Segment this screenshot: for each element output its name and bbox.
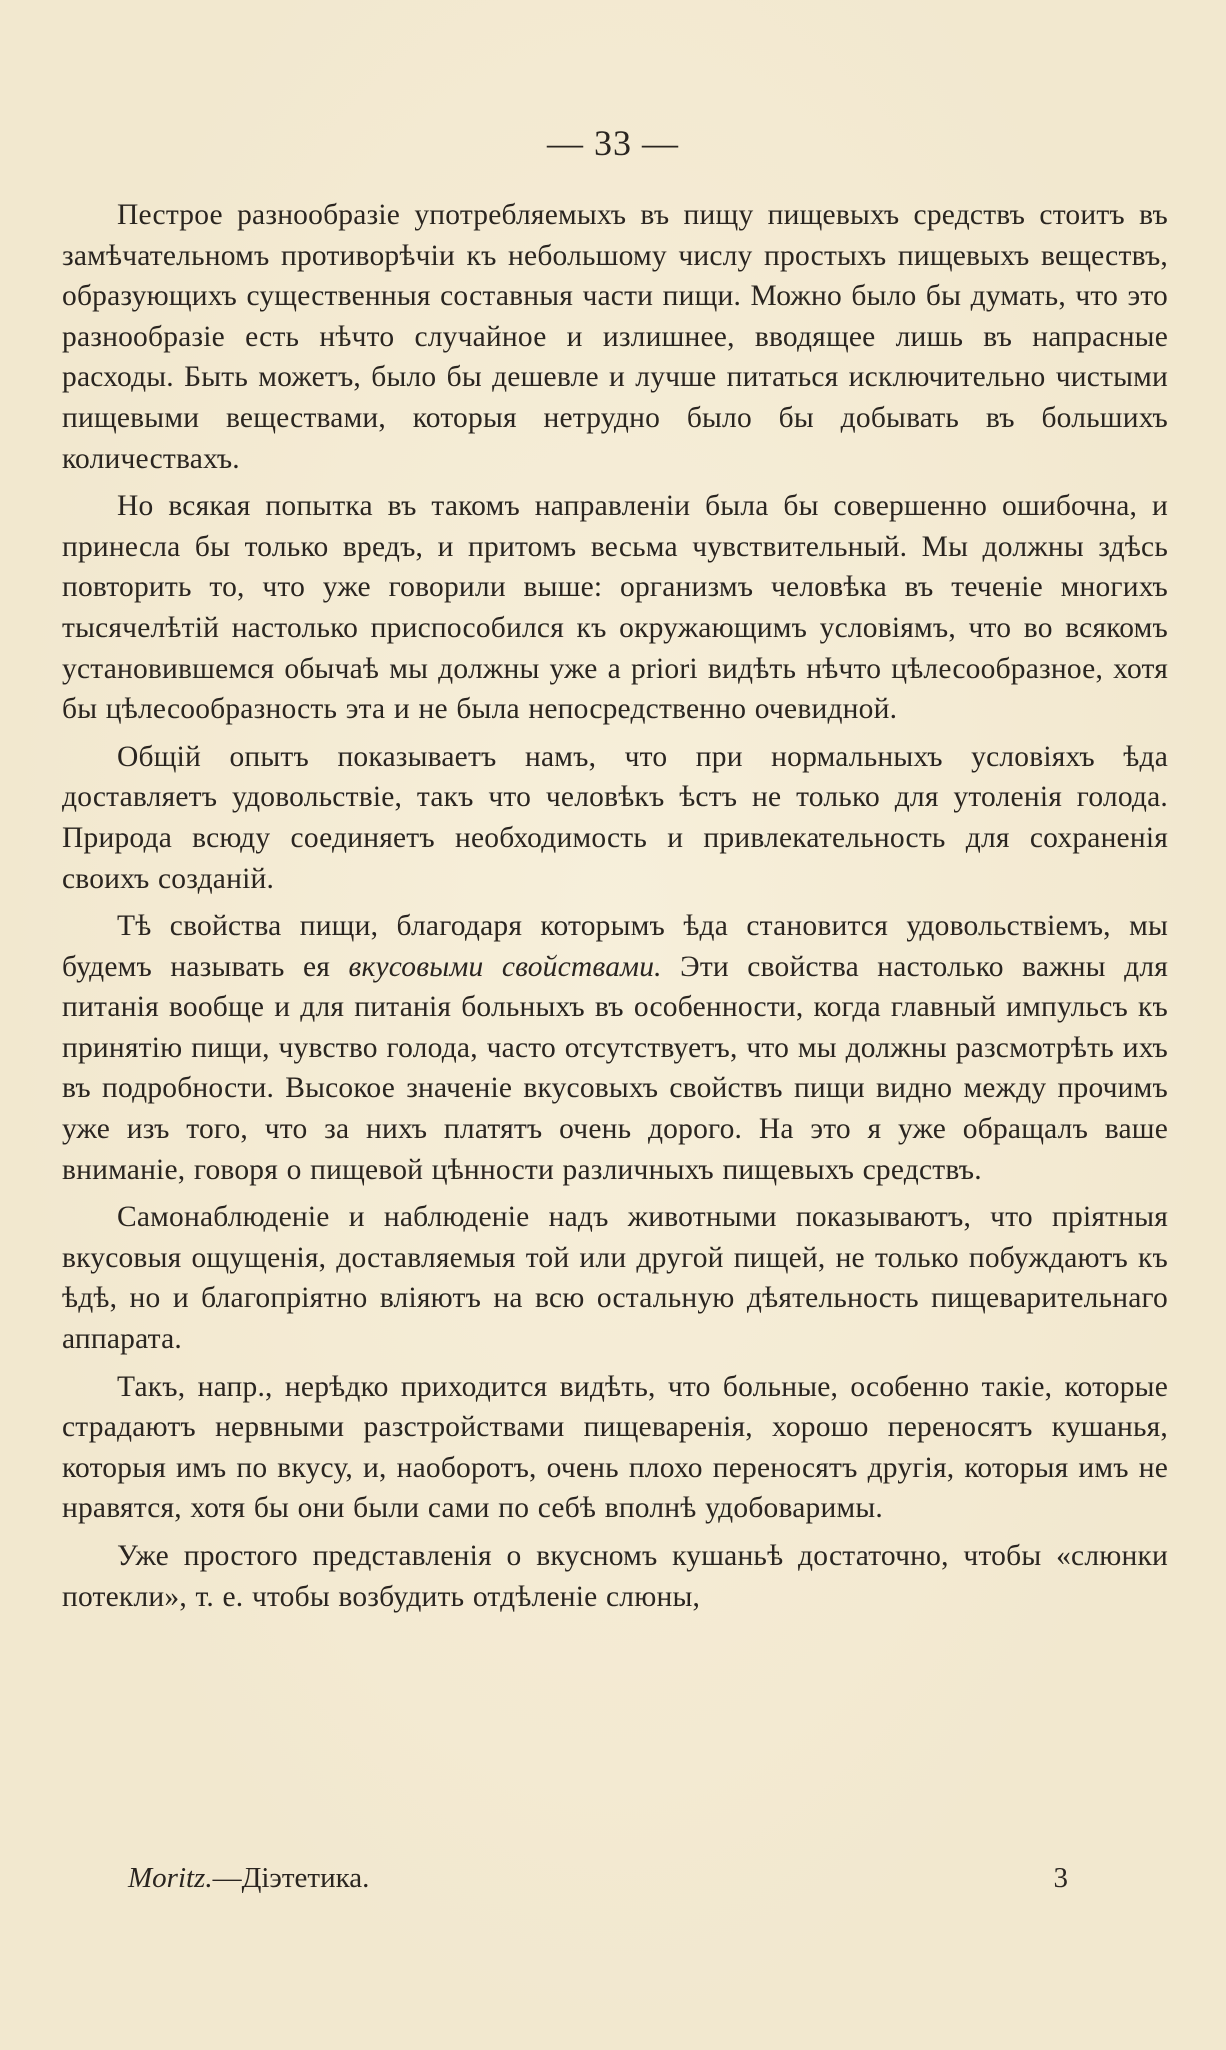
footer-author: Moritz. bbox=[128, 1862, 213, 1894]
paragraph-4-before: Тѣ свойства пищи, благодаря которымъ ѣда становится удовольствіемъ, мы будемъ называть ея bbox=[62, 910, 1168, 983]
paragraph-2: Но всякая попытка въ такомъ направленіи была бы совершенно ошибочна, и принесла бы только вредъ, и притомъ весьма чувствительный. Мы должны здѣсь повторить то, что уже говорили выше: организмъ человѣка въ теченіе многихъ тысячелѣтій настолько приспособился къ окружающимъ условіямъ, что во всякомъ установившемся обычаѣ мы должны уже a priori видѣть нѣчто цѣлесообразное, хотя бы цѣлесообразность эта и не была непосредственно очевидной. bbox=[62, 490, 1168, 726]
paragraph-4-after: Эти свойства настолько важны для питанія вообще и для питанія больныхъ въ особенности, когда главный импульсъ къ принятію пищи, чувство голода, часто отсутствуетъ, что мы должны разсмотрѣть ихъ въ подробности. Высокое значеніе вкусовыхъ свойствъ пищи видно между прочимъ уже изъ того, что за нихъ платятъ очень дорого. На это я уже обращалъ ваше вниманіе, говоря о пищевой цѣнности различныхъ пищевыхъ средствъ. bbox=[62, 950, 1169, 1186]
paragraph-3: Общій опытъ показываетъ намъ, что при нормальныхъ условіяхъ ѣда доставляетъ удовольствіе, такъ что человѣкъ ѣстъ не только для утоленія голода. Природа всюду соединяетъ необходимость и привлекательность для сохраненія своихъ созданій. bbox=[62, 740, 1168, 895]
paragraph-5: Самонаблюденіе и наблюденіе надъ животными показываютъ, что пріятныя вкусовыя ощущенія, доставляемыя той или другой пищей, не только побуждаютъ къ ѣдѣ, но и благопріятно вліяютъ на всю остальную дѣятельность пищеварительнаго аппарата. bbox=[62, 1201, 1168, 1356]
page-body bbox=[62, 195, 1168, 1624]
page-footer bbox=[128, 1862, 1068, 1895]
paragraph-4 bbox=[62, 906, 1168, 1190]
page-number: — 33 — bbox=[547, 123, 679, 163]
paragraph-7: Уже простого представленія о вкусномъ кушаньѣ достаточно, чтобы «слюнки потекли», т. е. чтобы возбудить отдѣленіе слюны, bbox=[62, 1540, 1168, 1613]
signature-mark: 3 bbox=[1053, 1862, 1068, 1894]
paragraph-4-emphasis: вкусовыми свойствами. bbox=[348, 950, 662, 983]
paragraph-6: Такъ, напр., нерѣдко приходится видѣть, что больные, особенно такіе, которые страдаютъ нервными разстройствами пищеваренія, хорошо переносятъ кушанья, которыя имъ по вкусу, и, наоборотъ, очень плохо переносятъ другія, которыя имъ не нравятся, хотя бы они были сами по себѣ вполнѣ удобоваримы. bbox=[62, 1370, 1168, 1525]
footer-title: —Діэтетика. bbox=[212, 1862, 370, 1894]
paragraph-1: Пестрое разнообразіе употребляемыхъ въ пищу пищевыхъ средствъ стоитъ въ замѣчательномъ противорѣчіи къ небольшому числу простыхъ пищевыхъ веществъ, образующихъ существенныя составныя части пищи. Можно было бы думать, что это разнообразіе есть нѣчто случайное и излишнее, вводящее лишь въ напрасные расходы. Быть можетъ, было бы дешевле и лучше питаться исключительно чистыми пищевыми веществами, которыя нетрудно было бы добывать въ большихъ количествахъ. bbox=[62, 199, 1168, 475]
